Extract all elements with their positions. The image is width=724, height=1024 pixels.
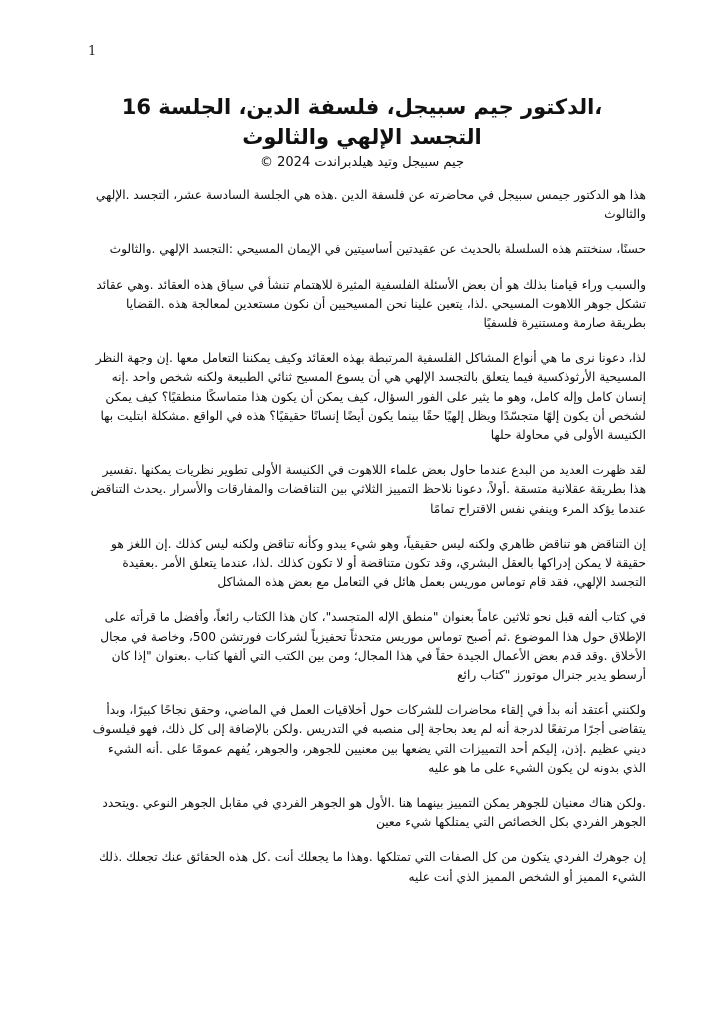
paragraph-9: .ولكن هناك معنيان للجوهر يمكن التمييز بينهما هنا .الأول هو الجوهر الفردي في مقابل الجوهر النوعي .ويتحدد الجوهر الفردي بكل الخصائص التي يمتلكها شيء معين — [102, 796, 646, 830]
paragraph-7: في كتاب ألفه قبل نحو ثلاثين عاماً بعنوان "منطق الإله المتجسد"، كان هذا الكتاب رائعاً، وأفضل ما قرأته على الإطلاق حول هذا الموضوع .ثم أصبح توماس موريس متحدثاً تحفيزياً لشركات فورتشن 500، وخاصة في مجال الأخلاق .وقد قدم بعض الأعمال الجيدة حقاً في هذا المجال؛ ومن بين الكتب التي ألفها كتاب .بعنوان "إذا كان أرسطو يدير جنرال موتورز "كتاب رائع — [100, 610, 646, 683]
page-number: 1 — [88, 44, 97, 59]
document-body — [86, 186, 646, 903]
document-header — [80, 92, 644, 173]
copyright-line: جيم سبيجل وتيد هيلدبراندت 2024 © — [260, 155, 464, 170]
document-title-line-1: ،الدكتور جيم سبيجل، فلسفة الدين، الجلسة 16 — [121, 95, 603, 119]
paragraph-5: لقد ظهرت العديد من البدع عندما حاول بعض علماء اللاهوت في الكنيسة الأولى تطوير نظريات يمكنها .تفسير هذا بطريقة عقلانية متسقة .أولاً، دعونا نلاحظ التمييز الثلاثي بين التناقضات والمفارقات والأسرار .يحدث التناقض عندما يؤكد المرء وينفي نفس الاقتراح تمامًا — [90, 463, 646, 516]
paragraph-10: إن جوهرك الفردي يتكون من كل الصفات التي تمتلكها .وهذا ما يجعلك أنت .كل هذه الحقائق عنك تجعلك .ذلك الشيء المميز أو الشخص المميز الذي أنت عليه — [99, 850, 646, 884]
paragraph-1: هذا هو الدكتور جيمس سبيجل في محاضرته عن فلسفة الدين .هذه هي الجلسة السادسة عشر، التجسد .الإلهي والثالوث — [95, 188, 646, 222]
paragraph-2: حسنًا، سنختتم هذه السلسلة بالحديث عن عقيدتين أساسيتين في الإيمان المسيحي :التجسد الإلهي .والثالوث — [109, 242, 646, 257]
paragraph-8: ولكنني أعتقد أنه بدأ في إلقاء محاضرات للشركات حول أخلاقيات العمل في الماضي، وحقق نجاحًا كبيرًا، وبدأ يتقاضى أجرًا مرتفعًا لدرجة أنه لم يعد بحاجة إلى منصبه في التدريس .ولكن بالإضافة إلى كل ذلك، فهو فيلسوف ديني عظيم .إذن، إليكم أحد التمييزات التي يضعها بين معنيين للجوهر، والجوهر، يُفهم عمومًا على .أنه الشيء الذي بدونه لن يكون الشيء على ما هو عليه — [92, 703, 646, 775]
paragraph-4: لذا، دعونا نرى ما هي أنواع المشاكل الفلسفية المرتبطة بهذه العقائد وكيف يمكننا التعامل معها .إن وجهة النظر المسيحية الأرثوذكسية فيما يتعلق بالتجسد الإلهي هي أن يسوع المسيح ثنائي الطبيعة ولكنه شخص واحد .إنه إنسان كامل وإله كامل، وهو ما يثير على الفور السؤال، كيف يمكن أن يكون هذا متماسكًا منطقيًا؟ كيف يمكن لشخص أن يكون إلهًا متجسّدًا ويظل إلهيًا حقًا بينما يكون أيضًا إنسانًا حقيقيًا؟ هذه في الواقع .مشكلة ابتليت بها الكنيسة الأولى في محاولة حلها — [95, 351, 646, 443]
paragraph-6: إن التناقض هو تناقض ظاهري ولكنه ليس حقيقياً، وهو شيء يبدو وكأنه تناقض ولكنه ليس كذلك .إن اللغز هو حقيقة لا يمكن إدراكها بالعقل البشري، وقد تكون متناقضة أو لا تكون كذلك .لذا، عندما يتعلق الأمر .بعقيدة التجسد الإلهي، فقد قام توماس موريس بعمل هائل في التعامل مع بعض هذه المشاكل — [111, 536, 646, 590]
paragraph-3: والسبب وراء قيامنا بذلك هو أن بعض الأسئلة الفلسفية المثيرة للاهتمام تنشأ في سياق هذه العقائد .وهي عقائد تشكل جوهر اللاهوت المسيحي .لذا، يتعين علينا نحن المسيحيين أن نكون مستعدين لمعالجة هذه .القضايا بطريقة صارمة ومستنيرة فلسفيًا — [96, 277, 646, 331]
document-title-line-2: التجسد الإلهي والثالوث — [242, 125, 482, 149]
